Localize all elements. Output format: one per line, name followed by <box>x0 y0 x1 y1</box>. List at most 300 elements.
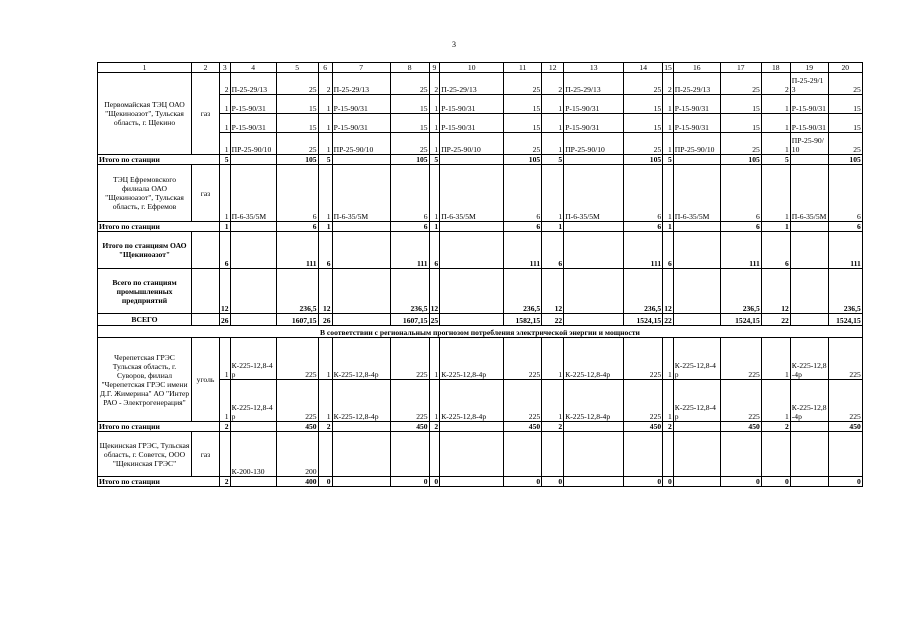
value-cell: 225 <box>390 380 429 422</box>
value-cell: 6 <box>624 222 663 232</box>
unit-mark-cell <box>673 314 720 326</box>
unit-mark-cell <box>230 477 276 487</box>
unit-mark-cell <box>790 477 828 487</box>
unit-mark-cell: Р-15-90/31 <box>440 95 504 114</box>
fuel-type: уголь <box>192 338 220 422</box>
value-cell: 2 <box>542 73 564 95</box>
value-cell: 450 <box>390 422 429 432</box>
value-cell: 236,5 <box>828 269 862 314</box>
unit-mark-cell <box>564 314 624 326</box>
value-cell <box>504 432 542 477</box>
value-cell: 1 <box>429 114 440 133</box>
value-cell: 15 <box>504 95 542 114</box>
value-cell: 0 <box>828 477 862 487</box>
value-cell: 1 <box>663 338 674 380</box>
value-cell: 1 <box>429 133 440 155</box>
unit-mark-cell <box>673 232 720 269</box>
value-cell: 12 <box>220 269 231 314</box>
unit-mark-cell <box>564 432 624 477</box>
value-cell: 1 <box>761 380 790 422</box>
value-cell <box>828 432 862 477</box>
value-cell: 12 <box>663 269 674 314</box>
fuel-type: газ <box>192 432 220 477</box>
value-cell: 15 <box>828 95 862 114</box>
unit-mark-cell: П-6-35/5М <box>564 165 624 222</box>
unit-mark-cell <box>440 477 504 487</box>
unit-mark-cell: ПР-25-90/10 <box>564 133 624 155</box>
value-cell: 15 <box>390 114 429 133</box>
value-cell: 1 <box>318 380 332 422</box>
unit-mark-cell <box>440 155 504 165</box>
value-cell: 236,5 <box>624 269 663 314</box>
value-cell: 1 <box>220 95 231 114</box>
value-cell: 236,5 <box>276 269 318 314</box>
table-row <box>98 155 863 165</box>
unit-mark-cell <box>440 432 504 477</box>
unit-mark-cell: Р-15-90/31 <box>790 114 828 133</box>
value-cell: 1 <box>220 338 231 380</box>
value-cell: 111 <box>504 232 542 269</box>
value-cell: 105 <box>828 155 862 165</box>
grand-total-label: ВСЕГО <box>98 314 192 326</box>
value-cell: 105 <box>390 155 429 165</box>
column-header: 19 <box>790 63 828 73</box>
value-cell: 0 <box>429 477 440 487</box>
value-cell: 6 <box>828 222 862 232</box>
unit-mark-cell: К-225-12,8-4р <box>440 338 504 380</box>
value-cell: 2 <box>429 422 440 432</box>
value-cell: 225 <box>624 338 663 380</box>
value-cell: 111 <box>828 232 862 269</box>
value-cell: 1 <box>429 95 440 114</box>
value-cell: 0 <box>663 477 674 487</box>
value-cell: 22 <box>663 314 674 326</box>
value-cell: 0 <box>504 477 542 487</box>
value-cell: 225 <box>624 380 663 422</box>
value-cell: 6 <box>828 165 862 222</box>
unit-mark-cell: К-225-12,8-4р <box>440 380 504 422</box>
value-cell: 1 <box>220 380 231 422</box>
value-cell: 1524,15 <box>828 314 862 326</box>
table-row <box>98 232 863 269</box>
unit-mark-cell <box>230 269 276 314</box>
unit-mark-cell <box>673 432 720 477</box>
unit-mark-cell <box>673 155 720 165</box>
value-cell: 1524,15 <box>624 314 663 326</box>
table-row <box>98 422 863 432</box>
table-row <box>98 165 863 222</box>
value-cell: 25 <box>720 73 761 95</box>
value-cell <box>624 432 663 477</box>
table-row <box>98 338 863 380</box>
value-cell: 12 <box>542 269 564 314</box>
column-header: 6 <box>318 63 332 73</box>
unit-mark-cell <box>230 155 276 165</box>
value-cell: 225 <box>720 338 761 380</box>
unit-mark-cell: Р-15-90/31 <box>673 95 720 114</box>
value-cell: 22 <box>542 314 564 326</box>
value-cell: 5 <box>429 155 440 165</box>
value-cell: 25 <box>276 133 318 155</box>
unit-mark-cell: ПР-25-90/10 <box>790 133 828 155</box>
value-cell: 15 <box>624 95 663 114</box>
unit-mark-cell <box>564 222 624 232</box>
unit-mark-cell: ПР-25-90/10 <box>230 133 276 155</box>
unit-mark-cell: П-25-29/13 <box>673 73 720 95</box>
unit-mark-cell: Р-15-90/31 <box>230 95 276 114</box>
value-cell: 25 <box>390 73 429 95</box>
column-header: 16 <box>673 63 720 73</box>
unit-mark-cell <box>440 422 504 432</box>
value-cell: 25 <box>276 73 318 95</box>
unit-mark-cell <box>332 269 390 314</box>
value-cell: 0 <box>542 477 564 487</box>
unit-mark-cell: П-6-35/5М <box>332 165 390 222</box>
value-cell: 225 <box>720 380 761 422</box>
unit-mark-cell <box>790 432 828 477</box>
table-row <box>98 432 863 477</box>
value-cell: 1 <box>761 133 790 155</box>
value-cell <box>663 432 674 477</box>
value-cell: 15 <box>720 114 761 133</box>
value-cell: 0 <box>318 477 332 487</box>
value-cell: 0 <box>761 477 790 487</box>
value-cell: 1 <box>429 338 440 380</box>
value-cell: 105 <box>504 155 542 165</box>
unit-mark-cell: Р-15-90/31 <box>564 95 624 114</box>
value-cell: 1 <box>542 95 564 114</box>
unit-mark-cell: Р-15-90/31 <box>564 114 624 133</box>
value-cell: 1 <box>220 165 231 222</box>
value-cell: 1 <box>318 222 332 232</box>
value-cell: 25 <box>624 73 663 95</box>
column-header: 5 <box>276 63 318 73</box>
value-cell: 6 <box>663 232 674 269</box>
unit-mark-cell: К-225-12,8-4р <box>790 338 828 380</box>
oao-total-label: Итого по станциям ОАО "Щекиноазот" <box>98 232 192 269</box>
value-cell <box>720 432 761 477</box>
value-cell: 105 <box>720 155 761 165</box>
value-cell: 1582,15 <box>504 314 542 326</box>
value-cell: 1 <box>542 165 564 222</box>
value-cell: 5 <box>318 155 332 165</box>
section-title: В соответствии с региональным прогнозом потребления электрической энергии и мощности <box>98 326 863 338</box>
unit-mark-cell: К-200-130 <box>230 432 276 477</box>
unit-mark-cell: П-25-29/13 <box>440 73 504 95</box>
value-cell: 1 <box>542 133 564 155</box>
value-cell <box>761 432 790 477</box>
unit-mark-cell: Р-15-90/31 <box>332 114 390 133</box>
value-cell: 25 <box>429 314 440 326</box>
value-cell: 15 <box>276 114 318 133</box>
table-row <box>98 269 863 314</box>
value-cell: 6 <box>276 165 318 222</box>
value-cell: 22 <box>761 314 790 326</box>
unit-mark-cell: К-225-12,8-4р <box>564 338 624 380</box>
fuel-type: газ <box>192 165 220 222</box>
column-header: 7 <box>332 63 390 73</box>
value-cell: 2 <box>318 422 332 432</box>
value-cell: 25 <box>828 133 862 155</box>
value-cell: 1 <box>761 114 790 133</box>
column-header: 17 <box>720 63 761 73</box>
unit-mark-cell: ПР-25-90/10 <box>440 133 504 155</box>
value-cell: 2 <box>761 73 790 95</box>
unit-mark-cell <box>564 155 624 165</box>
unit-mark-cell <box>230 222 276 232</box>
value-cell: 1 <box>542 338 564 380</box>
value-cell: 5 <box>220 155 231 165</box>
unit-mark-cell <box>332 314 390 326</box>
value-cell: 2 <box>542 422 564 432</box>
table-row <box>98 314 863 326</box>
value-cell: 225 <box>828 380 862 422</box>
column-header: 14 <box>624 63 663 73</box>
column-header: 8 <box>390 63 429 73</box>
unit-mark-cell: Р-15-90/31 <box>440 114 504 133</box>
table-row <box>98 73 863 95</box>
value-cell: 0 <box>624 477 663 487</box>
unit-mark-cell <box>673 477 720 487</box>
value-cell: 2 <box>761 422 790 432</box>
empty-cell <box>192 269 220 314</box>
value-cell: 15 <box>624 114 663 133</box>
value-cell: 15 <box>720 95 761 114</box>
unit-mark-cell: П-6-35/5М <box>673 165 720 222</box>
value-cell: 1 <box>318 165 332 222</box>
fuel-type: газ <box>192 73 220 155</box>
value-cell: 2 <box>429 73 440 95</box>
value-cell: 2 <box>663 422 674 432</box>
unit-mark-cell: Р-15-90/31 <box>332 95 390 114</box>
column-header: 13 <box>564 63 624 73</box>
industrial-total-label: Всего по станциям промышленных предприятий <box>98 269 192 314</box>
value-cell: 2 <box>220 477 231 487</box>
value-cell: 0 <box>390 477 429 487</box>
unit-mark-cell: К-225-12,8-4р <box>230 338 276 380</box>
station-name: ТЭЦ Ефремовского филиала ОАО "Щекиноазот", Тульская область, г. Ефремов <box>98 165 192 222</box>
value-cell: 6 <box>390 165 429 222</box>
value-cell: 1 <box>542 380 564 422</box>
unit-mark-cell: П-25-29/13 <box>564 73 624 95</box>
value-cell: 12 <box>761 269 790 314</box>
value-cell: 6 <box>318 232 332 269</box>
total-label: Итого по станции <box>98 477 220 487</box>
column-header: 12 <box>542 63 564 73</box>
unit-mark-cell <box>564 422 624 432</box>
value-cell: 105 <box>624 155 663 165</box>
value-cell: 26 <box>220 314 231 326</box>
value-cell: 2 <box>220 73 231 95</box>
value-cell: 12 <box>318 269 332 314</box>
unit-mark-cell: К-225-12,8-4р <box>673 338 720 380</box>
value-cell: 450 <box>720 422 761 432</box>
column-header: 18 <box>761 63 790 73</box>
column-header: 2 <box>192 63 220 73</box>
value-cell: 1 <box>761 222 790 232</box>
unit-mark-cell: К-225-12,8-4р <box>564 380 624 422</box>
unit-mark-cell <box>332 155 390 165</box>
unit-mark-cell <box>564 269 624 314</box>
column-header: 10 <box>440 63 504 73</box>
column-header: 3 <box>220 63 231 73</box>
unit-mark-cell <box>673 269 720 314</box>
unit-mark-cell: П-25-29/13 <box>230 73 276 95</box>
unit-mark-cell <box>440 232 504 269</box>
value-cell: 1607,15 <box>276 314 318 326</box>
value-cell: 12 <box>429 269 440 314</box>
unit-mark-cell <box>440 314 504 326</box>
value-cell: 1 <box>663 380 674 422</box>
unit-mark-cell <box>332 432 390 477</box>
unit-mark-cell <box>332 222 390 232</box>
value-cell: 5 <box>761 155 790 165</box>
value-cell: 2 <box>663 73 674 95</box>
unit-mark-cell: Р-15-90/31 <box>790 95 828 114</box>
value-cell: 25 <box>504 133 542 155</box>
value-cell <box>318 432 332 477</box>
table-row <box>98 63 863 73</box>
value-cell: 2 <box>318 73 332 95</box>
value-cell: 25 <box>390 133 429 155</box>
value-cell: 6 <box>504 165 542 222</box>
total-label: Итого по станции <box>98 155 220 165</box>
value-cell: 6 <box>761 232 790 269</box>
value-cell: 5 <box>663 155 674 165</box>
unit-mark-cell: К-225-12,8-4р <box>673 380 720 422</box>
value-cell: 111 <box>390 232 429 269</box>
unit-mark-cell <box>564 232 624 269</box>
value-cell: 6 <box>624 165 663 222</box>
empty-cell <box>192 232 220 269</box>
value-cell: 236,5 <box>720 269 761 314</box>
station-name: Первомайская ТЭЦ ОАО "Щекиноазот", Тульская область, г. Щекино <box>98 73 192 155</box>
value-cell: 25 <box>828 73 862 95</box>
column-header: 11 <box>504 63 542 73</box>
value-cell: 1 <box>429 165 440 222</box>
unit-mark-cell <box>790 314 828 326</box>
value-cell: 1 <box>663 222 674 232</box>
value-cell: 6 <box>276 222 318 232</box>
value-cell <box>542 432 564 477</box>
value-cell: 225 <box>504 380 542 422</box>
unit-mark-cell <box>440 269 504 314</box>
value-cell: 225 <box>828 338 862 380</box>
unit-mark-cell <box>790 232 828 269</box>
unit-mark-cell <box>790 269 828 314</box>
value-cell: 1 <box>220 114 231 133</box>
unit-mark-cell <box>230 314 276 326</box>
value-cell: 15 <box>276 95 318 114</box>
unit-mark-cell <box>790 155 828 165</box>
value-cell: 1 <box>220 133 231 155</box>
value-cell: 1 <box>429 222 440 232</box>
unit-mark-cell: К-225-12,8-4р <box>230 380 276 422</box>
value-cell: 225 <box>276 380 318 422</box>
unit-mark-cell <box>332 232 390 269</box>
value-cell: 236,5 <box>504 269 542 314</box>
value-cell: 25 <box>504 73 542 95</box>
total-label: Итого по станции <box>98 422 220 432</box>
value-cell: 6 <box>429 232 440 269</box>
value-cell: 15 <box>828 114 862 133</box>
column-header: 15 <box>664 63 672 72</box>
unit-mark-cell: К-225-12,8-4р <box>332 380 390 422</box>
value-cell <box>390 432 429 477</box>
value-cell: 111 <box>276 232 318 269</box>
value-cell: 200 <box>276 432 318 477</box>
value-cell: 1607,15 <box>390 314 429 326</box>
unit-mark-cell <box>790 422 828 432</box>
column-header: 4 <box>230 63 276 73</box>
value-cell: 6 <box>542 232 564 269</box>
value-cell: 1 <box>542 222 564 232</box>
value-cell: 111 <box>624 232 663 269</box>
unit-mark-cell: ПР-25-90/10 <box>332 133 390 155</box>
station-name: Черепетская ГРЭС Тульская область, г. Суворов, филиал "Черепетская ГРЭС имени Д.Г. Жимерина" АО "Интер РАО - Электрогенерация" <box>98 338 192 422</box>
value-cell: 1 <box>318 114 332 133</box>
value-cell: 1 <box>429 380 440 422</box>
unit-mark-cell <box>230 422 276 432</box>
unit-mark-cell: Р-15-90/31 <box>230 114 276 133</box>
value-cell: 25 <box>624 133 663 155</box>
value-cell: 2 <box>220 422 231 432</box>
value-cell: 1 <box>663 165 674 222</box>
unit-mark-cell: П-25-29/13 <box>790 73 828 95</box>
unit-mark-cell: ПР-25-90/10 <box>673 133 720 155</box>
value-cell: 6 <box>220 232 231 269</box>
table-row <box>98 222 863 232</box>
unit-mark-cell: К-225-12,8-4р <box>790 380 828 422</box>
value-cell: 111 <box>720 232 761 269</box>
total-label: Итого по станции <box>98 222 220 232</box>
unit-mark-cell: П-25-29/13 <box>332 73 390 95</box>
value-cell <box>429 432 440 477</box>
value-cell: 1 <box>318 338 332 380</box>
value-cell: 1 <box>663 133 674 155</box>
empty-cell <box>192 314 220 326</box>
unit-mark-cell <box>440 222 504 232</box>
value-cell: 1 <box>220 222 231 232</box>
capacity-table <box>97 62 863 487</box>
unit-mark-cell: П-6-35/5М <box>790 165 828 222</box>
station-name: Щекинская ГРЭС, Тульская область, г. Советск, ООО "Щекинская ГРЭС" <box>98 432 192 477</box>
unit-mark-cell <box>564 477 624 487</box>
value-cell: 15 <box>390 95 429 114</box>
unit-mark-cell <box>673 222 720 232</box>
value-cell: 6 <box>720 165 761 222</box>
unit-mark-cell: К-225-12,8-4р <box>332 338 390 380</box>
unit-mark-cell: Р-15-90/31 <box>673 114 720 133</box>
value-cell: 1 <box>761 165 790 222</box>
unit-mark-cell <box>790 222 828 232</box>
value-cell: 1 <box>761 95 790 114</box>
page-number: 3 <box>452 40 456 49</box>
value-cell: 450 <box>504 422 542 432</box>
column-header: 20 <box>828 63 862 73</box>
value-cell: 1 <box>318 95 332 114</box>
value-cell: 236,5 <box>390 269 429 314</box>
value-cell: 1524,15 <box>720 314 761 326</box>
column-header: 9 <box>429 63 440 73</box>
value-cell: 5 <box>542 155 564 165</box>
value-cell: 25 <box>720 133 761 155</box>
value-cell: 15 <box>504 114 542 133</box>
value-cell: 225 <box>390 338 429 380</box>
value-cell: 6 <box>504 222 542 232</box>
value-cell: 1 <box>761 338 790 380</box>
unit-mark-cell <box>230 232 276 269</box>
